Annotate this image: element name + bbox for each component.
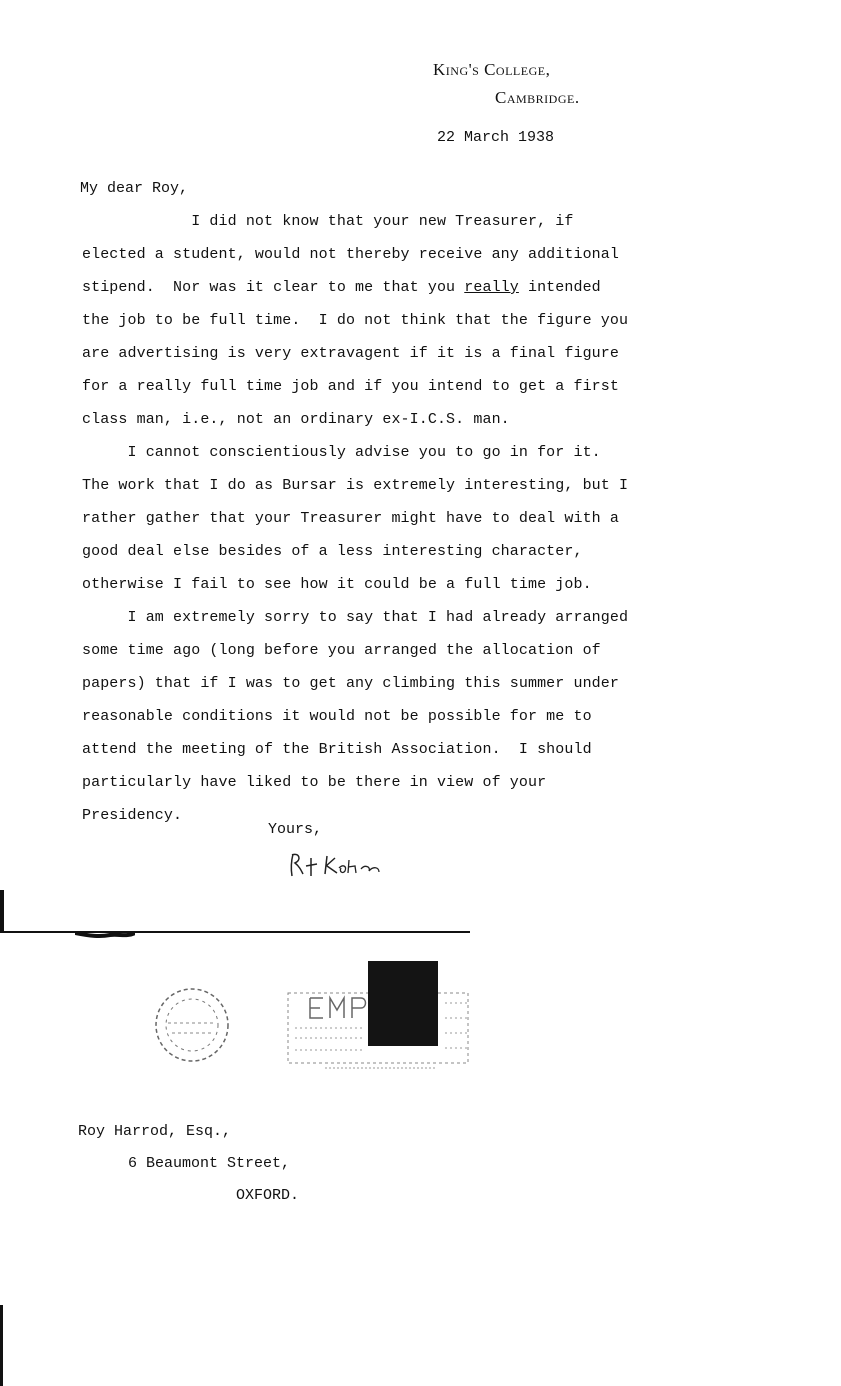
- envelope-edge: [0, 890, 4, 932]
- body-line-text: I cannot conscientiously advise you to go in for it.: [82, 444, 601, 461]
- body-line-text: intended: [518, 279, 601, 296]
- address-street: 6 Beaumont Street,: [128, 1155, 291, 1172]
- body-line: [82, 279, 601, 296]
- body-line: [82, 213, 573, 230]
- body-line: [82, 510, 619, 527]
- salutation: My dear Roy,: [80, 180, 189, 197]
- body-line: [82, 609, 628, 626]
- body-line: [82, 345, 619, 362]
- body-line-text: I did not know that your new Treasurer, if: [82, 213, 574, 230]
- body-line-text: rather gather that your Treasurer might have to deal with a: [82, 510, 619, 527]
- body-line: [82, 312, 628, 329]
- body-line: [82, 807, 182, 824]
- body-line-text: I am extremely sorry to say that I had already arranged: [82, 609, 629, 626]
- envelope-ink-mark: [75, 930, 135, 940]
- letterhead-city: Cambridge.: [495, 88, 580, 107]
- body-line-text: papers) that if I was to get any climbing this summer under: [82, 675, 619, 692]
- postage-stamp: [368, 961, 438, 1046]
- body-line: [82, 741, 592, 758]
- body-line: [82, 675, 619, 692]
- letter-date: 22 March 1938: [437, 129, 555, 146]
- body-line: [82, 246, 619, 263]
- body-line-text: for a really full time job and if you intend to get a first: [82, 378, 619, 395]
- body-line-text: The work that I do as Bursar is extremely interesting, but I: [82, 477, 629, 494]
- body-line-text: are advertising is very extravagent if it is a final figure: [82, 345, 619, 362]
- body-line: [82, 477, 628, 494]
- body-line-text: particularly have liked to be there in view of your: [82, 774, 547, 791]
- body-line-text: good deal else besides of a less interesting character,: [82, 543, 583, 560]
- address-city: OXFORD.: [236, 1187, 300, 1204]
- body-line: [82, 378, 619, 395]
- body-line: [82, 411, 510, 428]
- body-line-text: stipend. Nor was it clear to me that you: [82, 279, 465, 296]
- letterhead-college: King's College,: [433, 60, 551, 79]
- body-line-text: some time ago (long before you arranged the allocation of: [82, 642, 601, 659]
- body-line-text: reasonable conditions it would not be possible for me to: [82, 708, 592, 725]
- body-line: [82, 708, 592, 725]
- address-name: Roy Harrod, Esq.,: [78, 1123, 232, 1140]
- body-line: [82, 642, 601, 659]
- body-line-text: class man, i.e., not an ordinary ex-I.C.S. man.: [82, 411, 510, 428]
- body-line-text: the job to be full time. I do not think that the figure you: [82, 312, 629, 329]
- body-line: [82, 444, 601, 461]
- body-line-text: otherwise I fail to see how it could be a full time job.: [82, 576, 592, 593]
- body-line-text: Presidency.: [82, 807, 183, 824]
- postmark-icon: [150, 983, 240, 1073]
- body-line: [82, 543, 583, 560]
- body-line-text: elected a student, would not thereby receive any additional: [82, 246, 619, 263]
- body-line: [82, 774, 546, 791]
- underlined-word: really: [464, 279, 519, 296]
- handwritten-signature: [285, 846, 395, 882]
- margin-edge: [0, 1305, 3, 1386]
- closing: Yours,: [268, 821, 323, 838]
- body-line: [82, 576, 592, 593]
- envelope-fold-line: [0, 931, 470, 933]
- body-line-text: attend the meeting of the British Association. I should: [82, 741, 592, 758]
